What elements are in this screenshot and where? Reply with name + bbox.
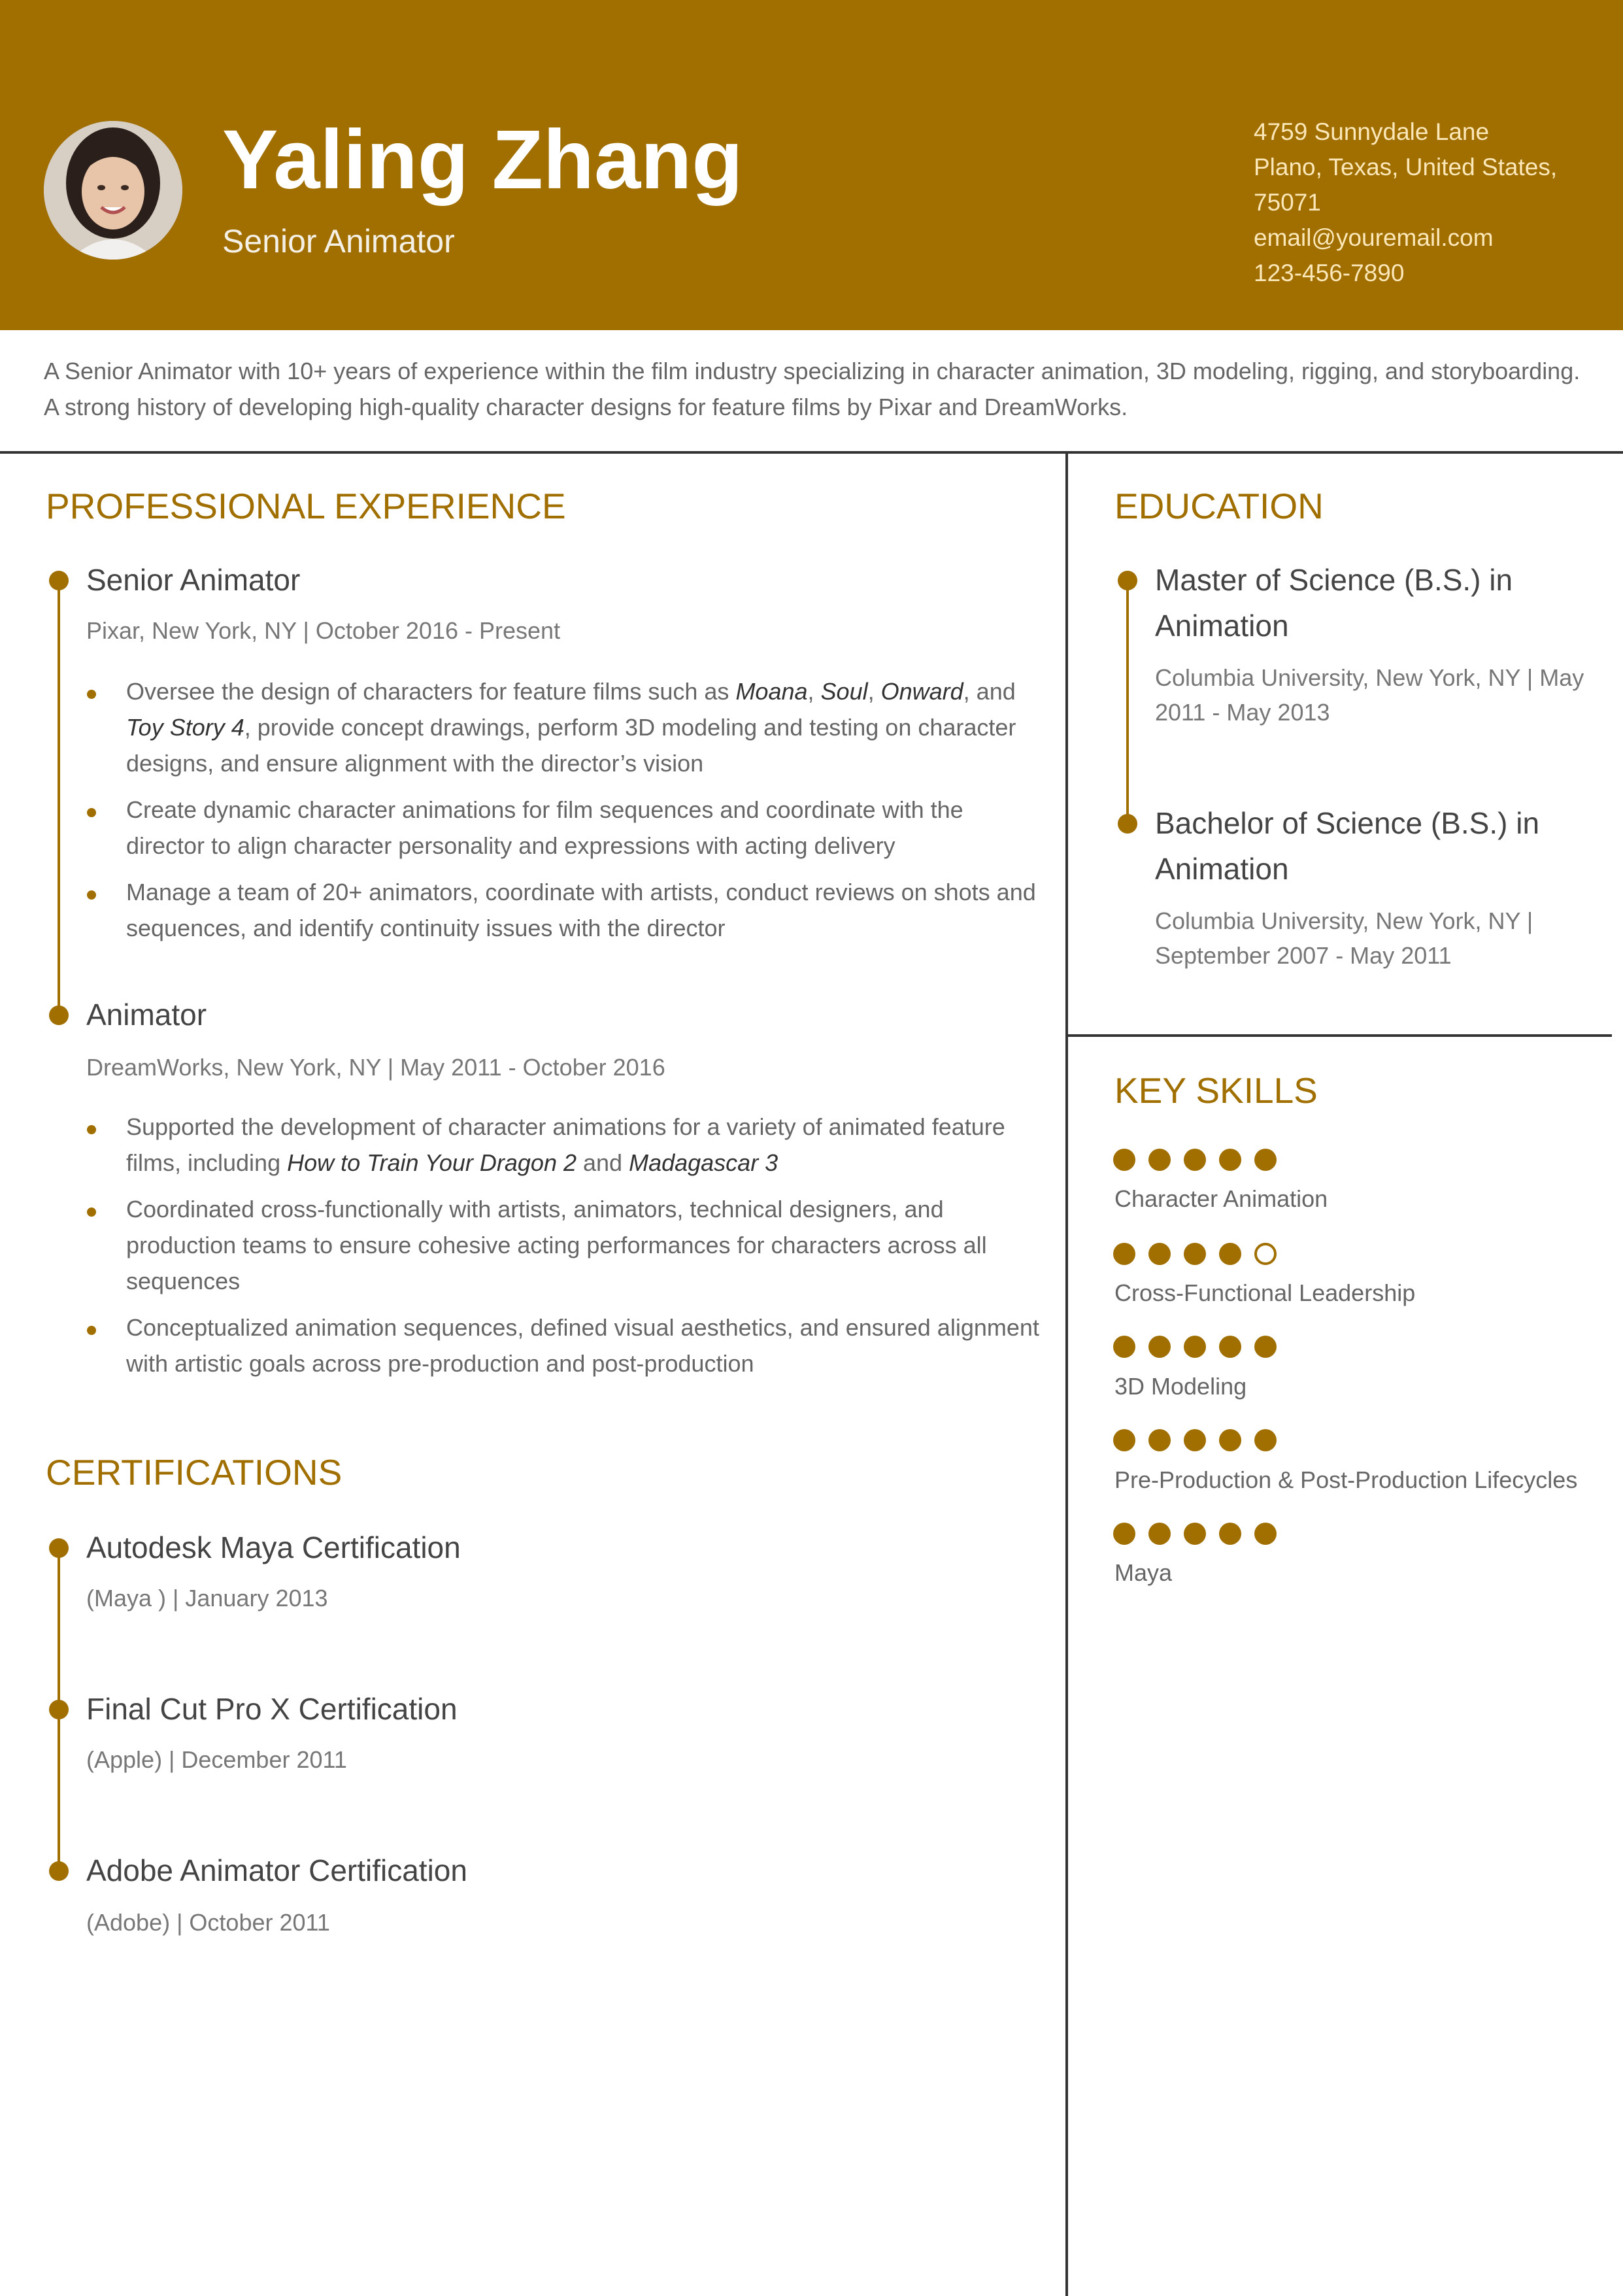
education-degree: Master of Science (B.S.) in Animation (1155, 563, 1513, 643)
skill-rating (1113, 1429, 1277, 1451)
job-meta: DreamWorks, New York, NY | May 2011 - October 2016 (86, 1054, 665, 1081)
certification-title: Autodesk Maya Certification (86, 1530, 461, 1564)
skill-dot-filled (1148, 1336, 1171, 1358)
skill-rating (1113, 1523, 1277, 1545)
skill-dot-filled (1219, 1429, 1241, 1451)
education-meta: Columbia University, New York, NY | September 2007 - May 2011 (1155, 907, 1533, 969)
skill-dot-filled (1184, 1243, 1206, 1265)
timeline-dot (49, 1005, 69, 1025)
certification-meta: (Adobe) | October 2011 (86, 1909, 330, 1936)
film-title: How to Train Your Dragon 2 (287, 1149, 577, 1176)
skill-dot-empty (1254, 1243, 1277, 1265)
skill-dot-filled (1113, 1336, 1135, 1358)
bullet-dot (87, 1207, 96, 1217)
header-band (0, 0, 1623, 330)
skill-dot-filled (1184, 1523, 1206, 1545)
divider-column (1065, 451, 1068, 2296)
avatar (44, 121, 182, 260)
bullet-dot (87, 690, 96, 699)
skill-dot-filled (1148, 1429, 1171, 1451)
skills-heading: KEY SKILLS (1114, 1070, 1318, 1111)
skill-rating (1113, 1149, 1277, 1171)
skill-name: Cross-Functional Leadership (1114, 1279, 1416, 1306)
skill-rating (1113, 1336, 1277, 1358)
address-line-1: 4759 Sunnydale Lane (1254, 118, 1490, 145)
skill-name: Maya (1114, 1559, 1173, 1586)
bullet-item: Supported the development of character animations for a variety of animated feature films, including How to Train Your Dragon 2 and Madagascar 3 (126, 1109, 1041, 1181)
skill-dot-filled (1219, 1336, 1241, 1358)
job-title: Senior Animator (86, 563, 301, 597)
divider-education-skills (1067, 1034, 1612, 1037)
phone[interactable]: 123-456-7890 (1254, 260, 1405, 286)
certifications-heading: CERTIFICATIONS (46, 1452, 343, 1493)
education-timeline (1126, 581, 1129, 824)
experience-heading: PROFESSIONAL EXPERIENCE (46, 486, 566, 526)
timeline-dot (49, 1538, 69, 1558)
candidate-title: Senior Animator (222, 223, 455, 260)
bullet-item: Create dynamic character animations for film sequences and coordinate with the director to align character personality and expressions with acting delivery (126, 792, 1041, 864)
timeline-dot (1118, 571, 1137, 590)
divider-top (0, 451, 1623, 454)
bullet-item: Oversee the design of characters for feature films such as Moana, Soul, Onward, and Toy Story 4, provide concept drawings, perform 3D modeling and testing on character designs, and ensure alignment with the director’s vision (126, 673, 1041, 781)
skill-dot-filled (1254, 1429, 1277, 1451)
bullet-item: Manage a team of 20+ animators, coordinate with artists, conduct reviews on shots and sequences, and identify continuity issues with the director (126, 874, 1041, 946)
skill-dot-filled (1113, 1243, 1135, 1265)
certification-meta: (Maya ) | January 2013 (86, 1585, 328, 1612)
contact-info (1254, 114, 1594, 291)
skill-dot-filled (1254, 1149, 1277, 1171)
film-title: Madagascar 3 (629, 1149, 778, 1176)
bullet-item: Conceptualized animation sequences, defined visual aesthetics, and ensured alignment with artistic goals across pre-production and post-production (126, 1309, 1041, 1381)
skill-dot-filled (1113, 1149, 1135, 1171)
skill-dot-filled (1148, 1243, 1171, 1265)
skill-dot-filled (1184, 1336, 1206, 1358)
skill-dot-filled (1113, 1523, 1135, 1545)
certification-title: Adobe Animator Certification (86, 1853, 467, 1887)
timeline-dot (49, 1700, 69, 1719)
job-bullets (126, 673, 1041, 956)
education-degree: Bachelor of Science (B.S.) in Animation (1155, 806, 1540, 886)
skill-name: 3D Modeling (1114, 1373, 1247, 1400)
skill-name: Character Animation (1114, 1185, 1328, 1212)
job-meta: Pixar, New York, NY | October 2016 - Present (86, 617, 561, 644)
job-bullets (126, 1109, 1041, 1392)
education-heading: EDUCATION (1114, 486, 1324, 526)
email[interactable]: email@youremail.com (1254, 224, 1494, 251)
education-meta: Columbia University, New York, NY | May 2011 - May 2013 (1155, 664, 1584, 726)
bullet-dot (87, 808, 96, 817)
skill-dot-filled (1148, 1149, 1171, 1171)
skill-dot-filled (1184, 1429, 1206, 1451)
skill-name: Pre-Production & Post-Production Lifecycles (1114, 1466, 1578, 1493)
timeline-dot (49, 571, 69, 590)
certification-title: Final Cut Pro X Certification (86, 1692, 458, 1726)
job-title: Animator (86, 998, 207, 1032)
summary: A Senior Animator with 10+ years of experience within the film industry specializing in character animation, 3D modeling, rigging, and storyboarding. A strong history of developing high-quality character designs for feature films by Pixar and DreamWorks. (44, 358, 1581, 420)
skill-dot-filled (1254, 1523, 1277, 1545)
skill-dot-filled (1148, 1523, 1171, 1545)
skill-dot-filled (1219, 1149, 1241, 1171)
skill-rating (1113, 1243, 1277, 1265)
certification-meta: (Apple) | December 2011 (86, 1746, 347, 1773)
bullet-dot (87, 1326, 96, 1335)
film-title: Moana (735, 678, 808, 705)
skill-dot-filled (1219, 1243, 1241, 1265)
address-line-2: Plano, Texas, United States, (1254, 154, 1558, 180)
skill-dot-filled (1184, 1149, 1206, 1171)
candidate-name: Yaling Zhang (222, 113, 743, 207)
skill-dot-filled (1219, 1523, 1241, 1545)
film-title: Toy Story 4 (126, 714, 244, 741)
film-title: Soul (820, 678, 868, 705)
address-line-3: 75071 (1254, 189, 1321, 216)
avatar-photo (44, 121, 182, 260)
timeline-dot (49, 1861, 69, 1881)
timeline-dot (1118, 814, 1137, 834)
bullet-dot (87, 890, 96, 900)
bullet-item: Coordinated cross-functionally with artists, animators, technical designers, and production teams to ensure cohesive acting performances for characters across all sequences (126, 1191, 1041, 1299)
bullet-dot (87, 1125, 96, 1134)
film-title: Onward (880, 678, 963, 705)
experience-timeline (58, 581, 60, 1015)
skill-dot-filled (1113, 1429, 1135, 1451)
skill-dot-filled (1254, 1336, 1277, 1358)
